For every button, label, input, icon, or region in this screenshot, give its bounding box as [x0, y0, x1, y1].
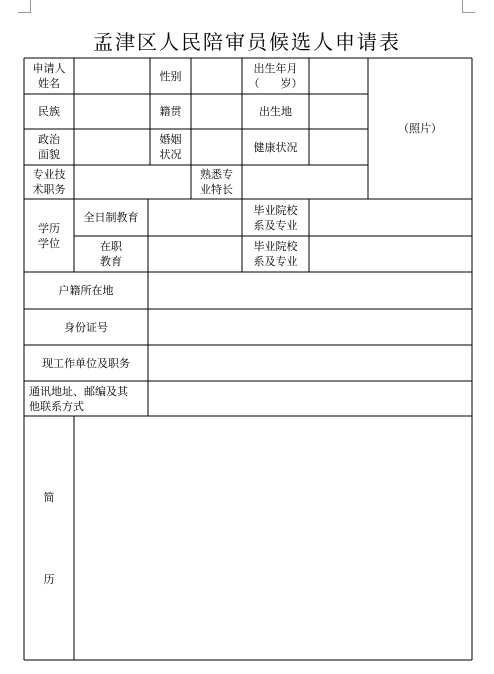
contact-info-label: 通讯地址、邮编及其 他联系方式 — [29, 384, 128, 413]
birth-date-label: 出生年月 （ 岁） — [248, 62, 303, 90]
birthplace-field[interactable] — [309, 94, 368, 129]
household-registration-label: 户籍所在地 — [58, 284, 114, 297]
id-number-label: 身份证号 — [64, 320, 108, 334]
ethnicity-field[interactable] — [74, 94, 150, 129]
fulltime-school-field[interactable] — [309, 199, 472, 236]
resume-label-top: 简 — [43, 490, 55, 504]
marital-status-label: 婚姻 状况 — [159, 133, 182, 161]
parttime-school-field[interactable] — [309, 236, 472, 272]
specialty-field[interactable] — [242, 165, 368, 199]
political-status-field[interactable] — [74, 129, 150, 165]
fulltime-education-field[interactable] — [148, 199, 242, 236]
id-number-field[interactable] — [148, 309, 472, 345]
birth-date-field[interactable] — [309, 58, 368, 94]
fulltime-school-label: 毕业院校 系及专业 — [253, 203, 298, 232]
resume-label-bottom: 历 — [43, 572, 55, 586]
political-status-label: 政治 面貌 — [38, 133, 60, 161]
parttime-education-field[interactable] — [148, 236, 242, 272]
education-degree-label: 学历 学位 — [38, 221, 60, 250]
ethnicity-label: 民族 — [38, 105, 60, 118]
parttime-school-label: 毕业院校 系及专业 — [253, 240, 298, 268]
applicant-name-field[interactable] — [74, 58, 150, 94]
birthplace-label: 出生地 — [259, 105, 292, 118]
gender-label: 性别 — [159, 69, 182, 83]
parttime-education-label: 在职 教育 — [100, 240, 122, 268]
form-title: 孟津区人民陪审员候选人申请表 — [93, 30, 401, 54]
professional-title-field[interactable] — [74, 165, 191, 199]
work-unit-label: 现工作单位及职务 — [42, 356, 130, 370]
health-status-field[interactable] — [309, 129, 368, 165]
specialty-label: 熟悉专 业特长 — [200, 168, 233, 196]
fulltime-education-label: 全日制教育 — [83, 211, 139, 224]
contact-info-field[interactable] — [148, 381, 472, 416]
resume-field[interactable] — [74, 416, 472, 660]
applicant-name-label: 申请人 姓名 — [32, 62, 66, 90]
native-place-label: 籍贯 — [159, 105, 182, 118]
health-status-label: 健康状况 — [253, 140, 298, 154]
household-registration-field[interactable] — [148, 272, 472, 309]
work-unit-field[interactable] — [148, 345, 472, 381]
marital-status-field[interactable] — [191, 129, 242, 165]
gender-field[interactable] — [191, 58, 242, 94]
professional-title-label: 专业技 术职务 — [32, 168, 66, 196]
native-place-field[interactable] — [191, 94, 242, 129]
photo-placeholder[interactable]: （照片） — [398, 122, 442, 135]
